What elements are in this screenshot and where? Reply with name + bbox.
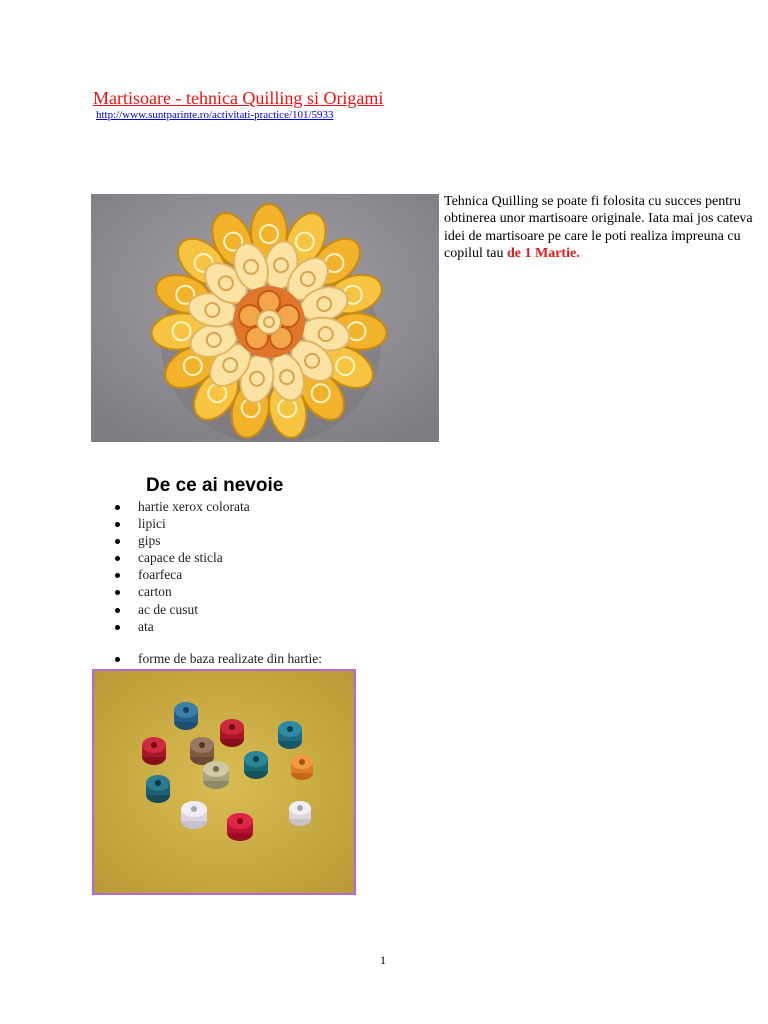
- list-item-text: carton: [138, 584, 172, 600]
- list-item-text: capace de sticla: [138, 550, 223, 566]
- quilled-flower-photo: [91, 194, 439, 442]
- bullet-icon: [115, 573, 120, 578]
- list-item-text: ata: [138, 618, 154, 634]
- list-item-text: ac de cusut: [138, 601, 198, 617]
- list-item: [112, 583, 250, 600]
- base-shapes-item: [112, 650, 322, 667]
- intro-text: Tehnica Quilling se poate fi folosita cu succes pentru obtinerea unor martisoare originale. Iata mai jos cateva idei de martisoare pe care le poti realiza impreuna cu copilul tau: [444, 194, 753, 262]
- bullet-icon: [115, 539, 120, 544]
- list-item: [112, 515, 250, 532]
- materials-list: [112, 498, 250, 635]
- list-item: [112, 549, 250, 566]
- list-item: [112, 566, 250, 583]
- quilled-coils-graphic: [94, 671, 354, 893]
- list-item: [112, 498, 250, 515]
- intro-paragraph: [444, 193, 754, 263]
- intro-end: .: [576, 246, 580, 262]
- bullet-icon: [115, 608, 120, 613]
- bullet-icon: [115, 625, 120, 630]
- bullet-icon: [115, 556, 120, 561]
- base-shapes-text: forme de baza realizate din hartie:: [138, 651, 323, 666]
- document-title[interactable]: Martisoare - tehnica Quilling si Origami: [93, 88, 384, 108]
- list-item-text: foarfeca: [138, 567, 183, 583]
- list-item: [112, 618, 250, 635]
- list-item: [112, 601, 250, 618]
- bullet-icon: [115, 590, 120, 595]
- source-link[interactable]: http://www.suntparinte.ro/activitati-practice/101/5933: [96, 109, 334, 121]
- quilled-coils-photo: [92, 669, 356, 895]
- quilled-flower-graphic: [91, 194, 439, 442]
- bullet-icon: [115, 522, 120, 527]
- list-item: [112, 532, 250, 549]
- section-heading: De ce ai nevoie: [146, 475, 284, 496]
- page-number: 1: [380, 953, 386, 967]
- list-item-text: hartie xerox colorata: [138, 499, 250, 514]
- list-item-text: lipici: [138, 516, 166, 532]
- list-item-text: gips: [138, 533, 161, 549]
- intro-highlight: de 1 Martie: [507, 246, 577, 262]
- bullet-icon: [115, 505, 120, 510]
- bullet-icon: [115, 657, 120, 662]
